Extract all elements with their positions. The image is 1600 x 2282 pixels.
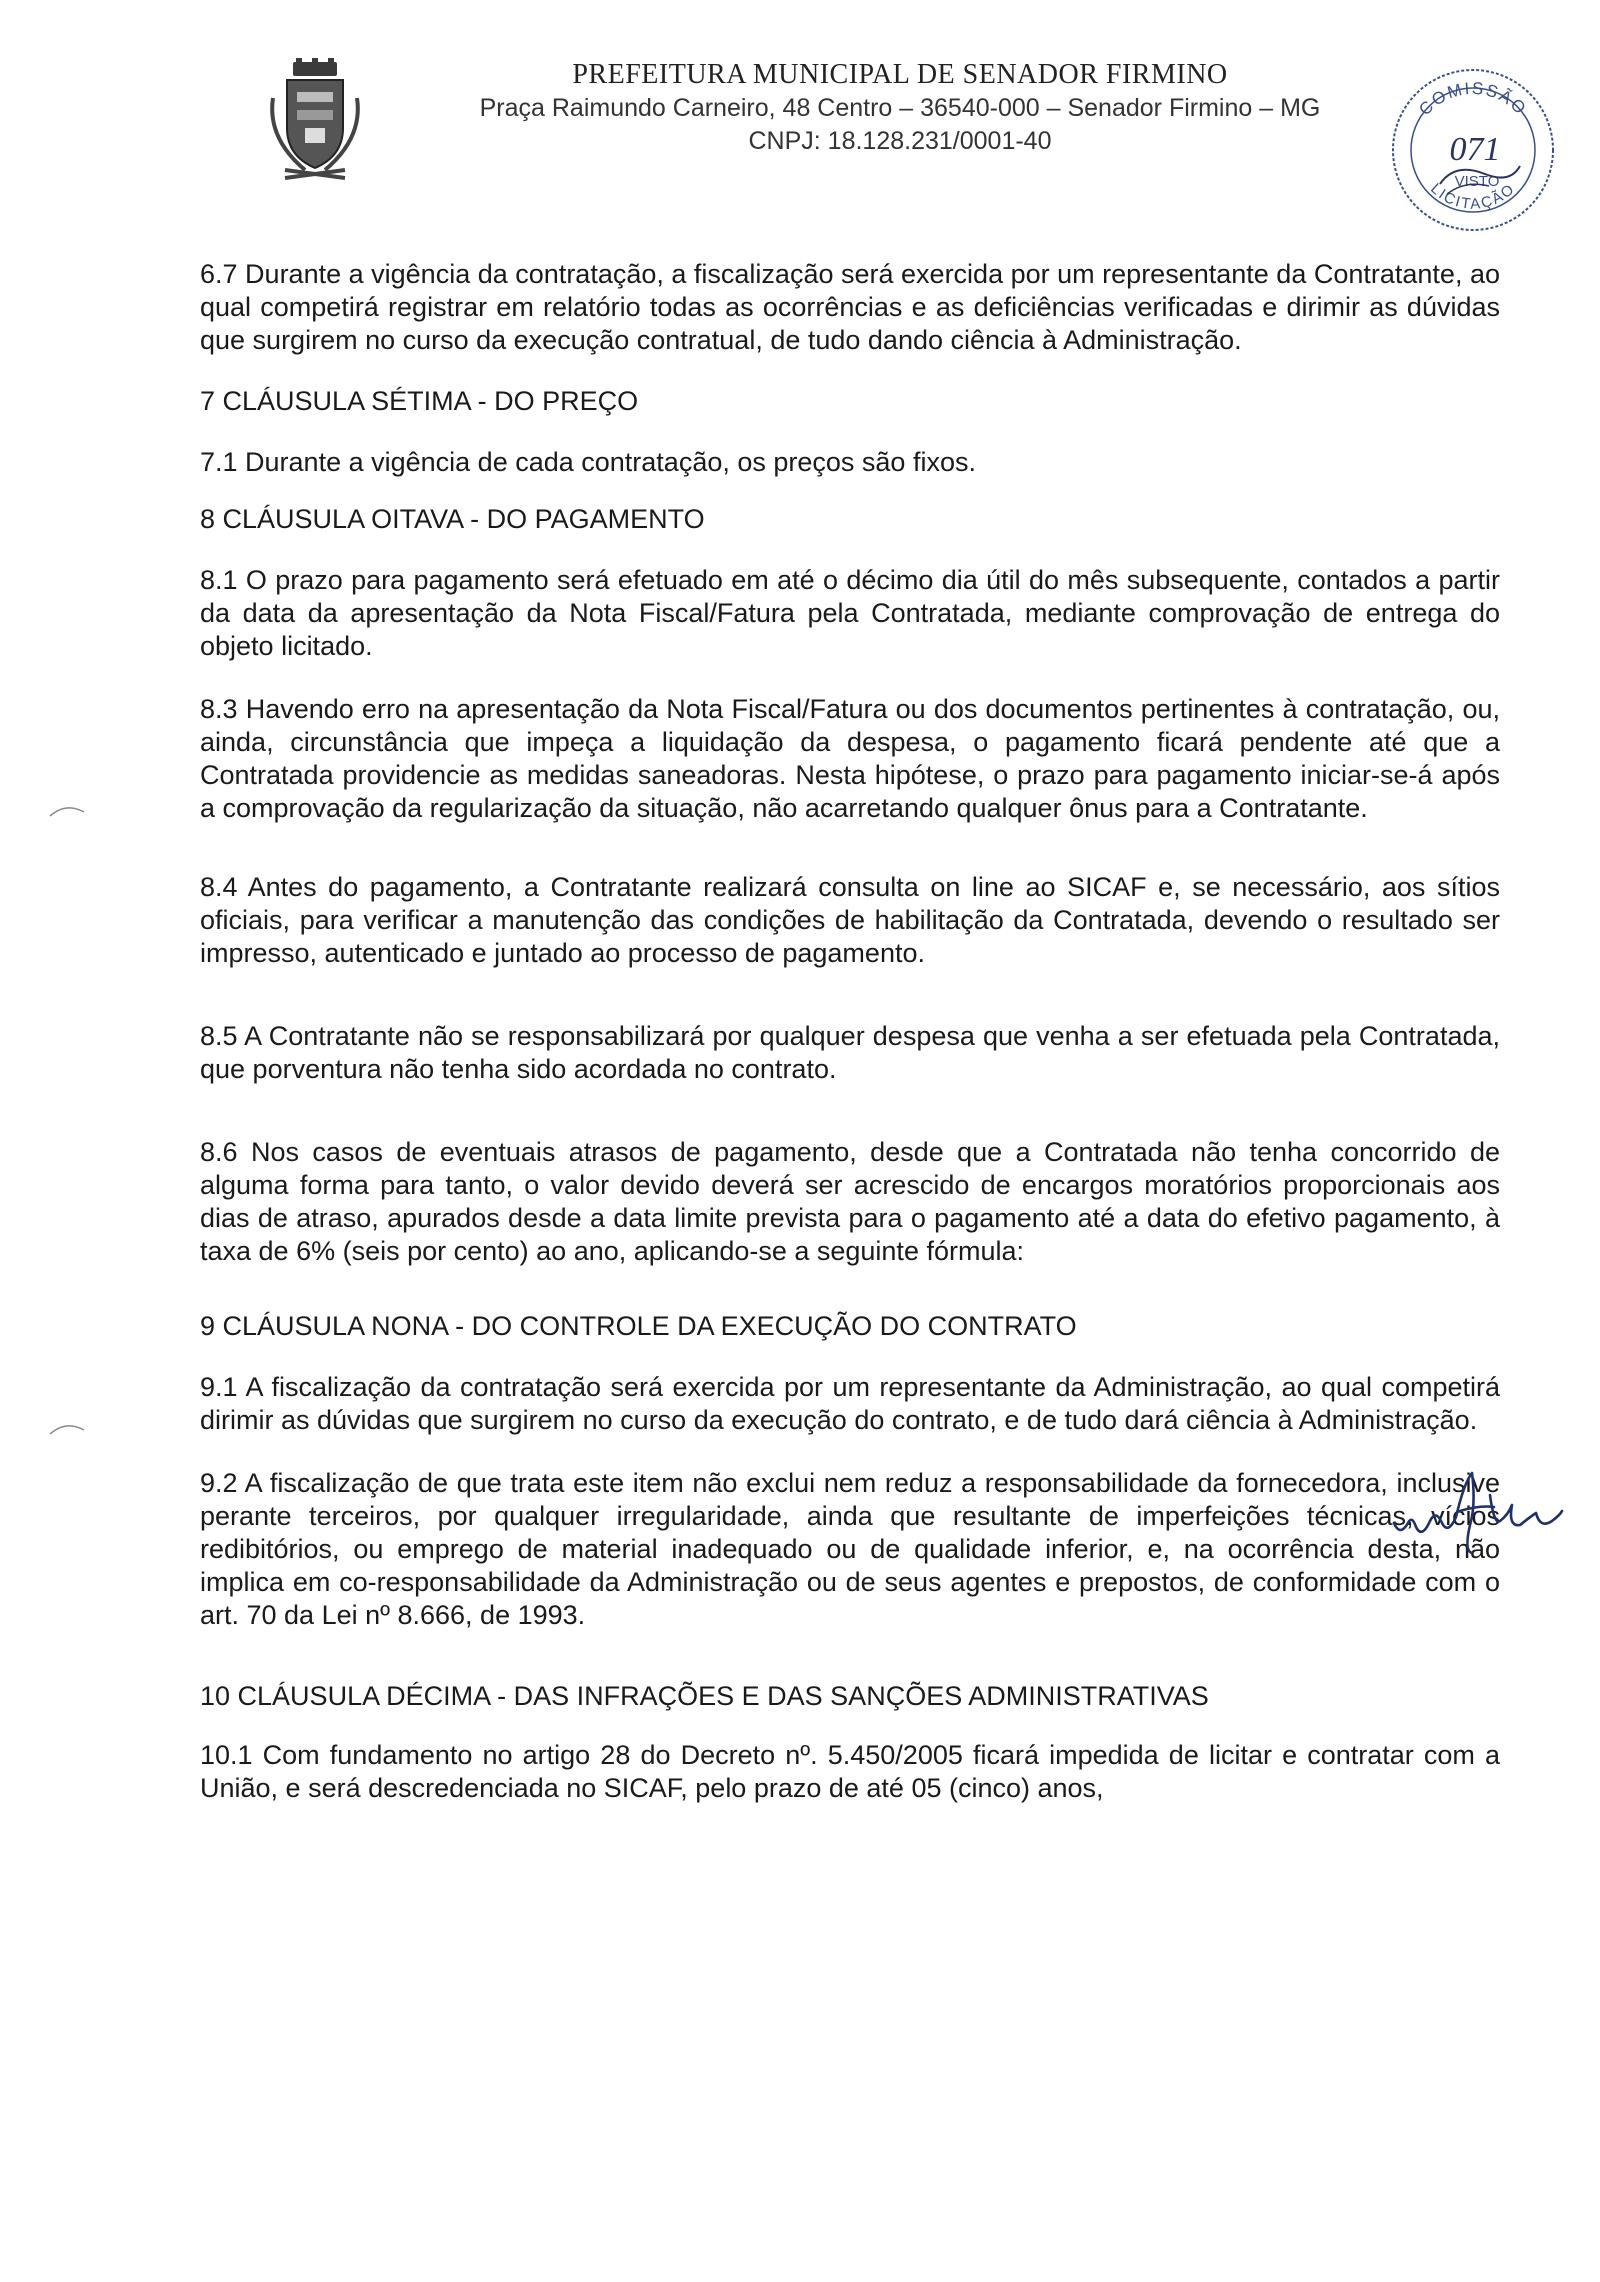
heading-clause-8: 8 CLÁUSULA OITAVA - DO PAGAMENTO	[200, 504, 705, 534]
heading-clause-10: 10 CLÁUSULA DÉCIMA - DAS INFRAÇÕES E DAS SANÇÕES ADMINISTRATIVAS	[200, 1681, 1209, 1711]
municipality-title: PREFEITURA MUNICIPAL DE SENADOR FIRMINO	[572, 59, 1228, 90]
document-body	[200, 258, 1500, 1805]
paragraph-8-4: 8.4 Antes do pagamento, a Contratante realizará consulta on line ao SICAF e, se necessário, aos sítios oficiais, para verificar a manutenção das condições de habilitação da Contratada, devendo o resultado ser impresso, autenticado e juntado ao processo de pagamento.	[200, 872, 1500, 968]
stamp-bottom-text: LICITAÇÃO	[1427, 180, 1519, 213]
heading-clause-9: 9 CLÁUSULA NONA - DO CONTROLE DA EXECUÇÃO DO CONTRATO	[200, 1311, 1077, 1341]
paragraph-9-1: 9.1 A fiscalização da contratação será exercida por um representante da Administração, ao qual competirá dirimir as dúvidas que surgirem no curso da execução do contrato, e de tudo dará ciência à Administração.	[200, 1372, 1500, 1435]
paragraph-8-6: 8.6 Nos casos de eventuais atrasos de pagamento, desde que a Contratada não tenha concorrido de alguma forma para tanto, o valor devido deverá ser acrescido de encargos moratórios proporcionais aos dias de atraso, apurados desde a data limite prevista para o pagamento até a data do efetivo pagamento, à taxa de 6% (seis por cento) ao ano, aplicando-se a seguinte fórmula:	[200, 1137, 1500, 1266]
commission-stamp	[1385, 62, 1560, 237]
paragraph-8-3: 8.3 Havendo erro na apresentação da Nota Fiscal/Fatura ou dos documentos pertinentes à contratação, ou, ainda, circunstância que impeça a liquidação da despesa, o pagamento ficará pendente até que a Contratada providencie as medidas saneadoras. Nesta hipótese, o prazo para pagamento iniciar-se-á após a comprovação da regularização da situação, não acarretando qualquer ônus para a Contratante.	[200, 694, 1500, 823]
margin-punch-mark	[48, 1418, 88, 1438]
svg-text:COMISSÃO	[1415, 79, 1531, 119]
margin-punch-mark	[48, 800, 88, 820]
handwritten-initials-icon	[1390, 1465, 1565, 1555]
stamp-number: 071	[1449, 131, 1501, 168]
paragraph-9-2: 9.2 A fiscalização de que trata este item não exclui nem reduz a responsabilidade da fornecedora, inclusive perante terceiros, por qualquer irregularidade, ainda que resultante de imperfeições técnicas, vícios redibitórios, ou emprego de material inadequado ou de qualidade inferior, e, na ocorrência desta, não implica em co-responsabilidade da Administração ou de seus agentes e prepostos, de conformidade com o art. 70 da Lei nº 8.666, de 1993.	[200, 1468, 1500, 1630]
stamp-top-text: COMISSÃO	[1415, 78, 1531, 120]
municipality-cnpj: CNPJ: 18.128.231/0001-40	[748, 127, 1052, 155]
municipal-crest-icon	[265, 58, 365, 183]
heading-clause-7: 7 CLÁUSULA SÉTIMA - DO PREÇO	[200, 386, 639, 416]
paragraph-8-1: 8.1 O prazo para pagamento será efetuado em até o décimo dia útil do mês subsequente, contados a partir da data da apresentação da Nota Fiscal/Fatura pela Contratada, mediante comprovação de entrega do objeto licitado.	[200, 565, 1500, 661]
paragraph-8-5: 8.5 A Contratante não se responsabilizará por qualquer despesa que venha a ser efetuada pela Contratada, que porventura não tenha sido acordada no contrato.	[200, 1021, 1500, 1084]
letterhead-text	[400, 58, 1400, 158]
paragraph-6-7: 6.7 Durante a vigência da contratação, a fiscalização será exercida por um representante da Contratante, ao qual competirá registrar em relatório todas as ocorrências e as deficiências verificadas e dirimir as dúvidas que surgirem no curso da execução contratual, de tudo dando ciência à Administração.	[200, 259, 1500, 355]
paragraph-10-1: 10.1 Com fundamento no artigo 28 do Decreto nº. 5.450/2005 ficará impedida de licitar e contratar com a União, e será descredenciada no SICAF, pelo prazo de até 05 (cinco) anos,	[200, 1740, 1500, 1803]
paragraph-7-1: 7.1 Durante a vigência de cada contratação, os preços são fixos.	[200, 447, 976, 477]
letterhead	[0, 52, 1600, 213]
municipality-address: Praça Raimundo Carneiro, 48 Centro – 36540-000 – Senador Firmino – MG	[479, 94, 1321, 122]
stamp-visto-text: VISTO	[1454, 173, 1500, 190]
